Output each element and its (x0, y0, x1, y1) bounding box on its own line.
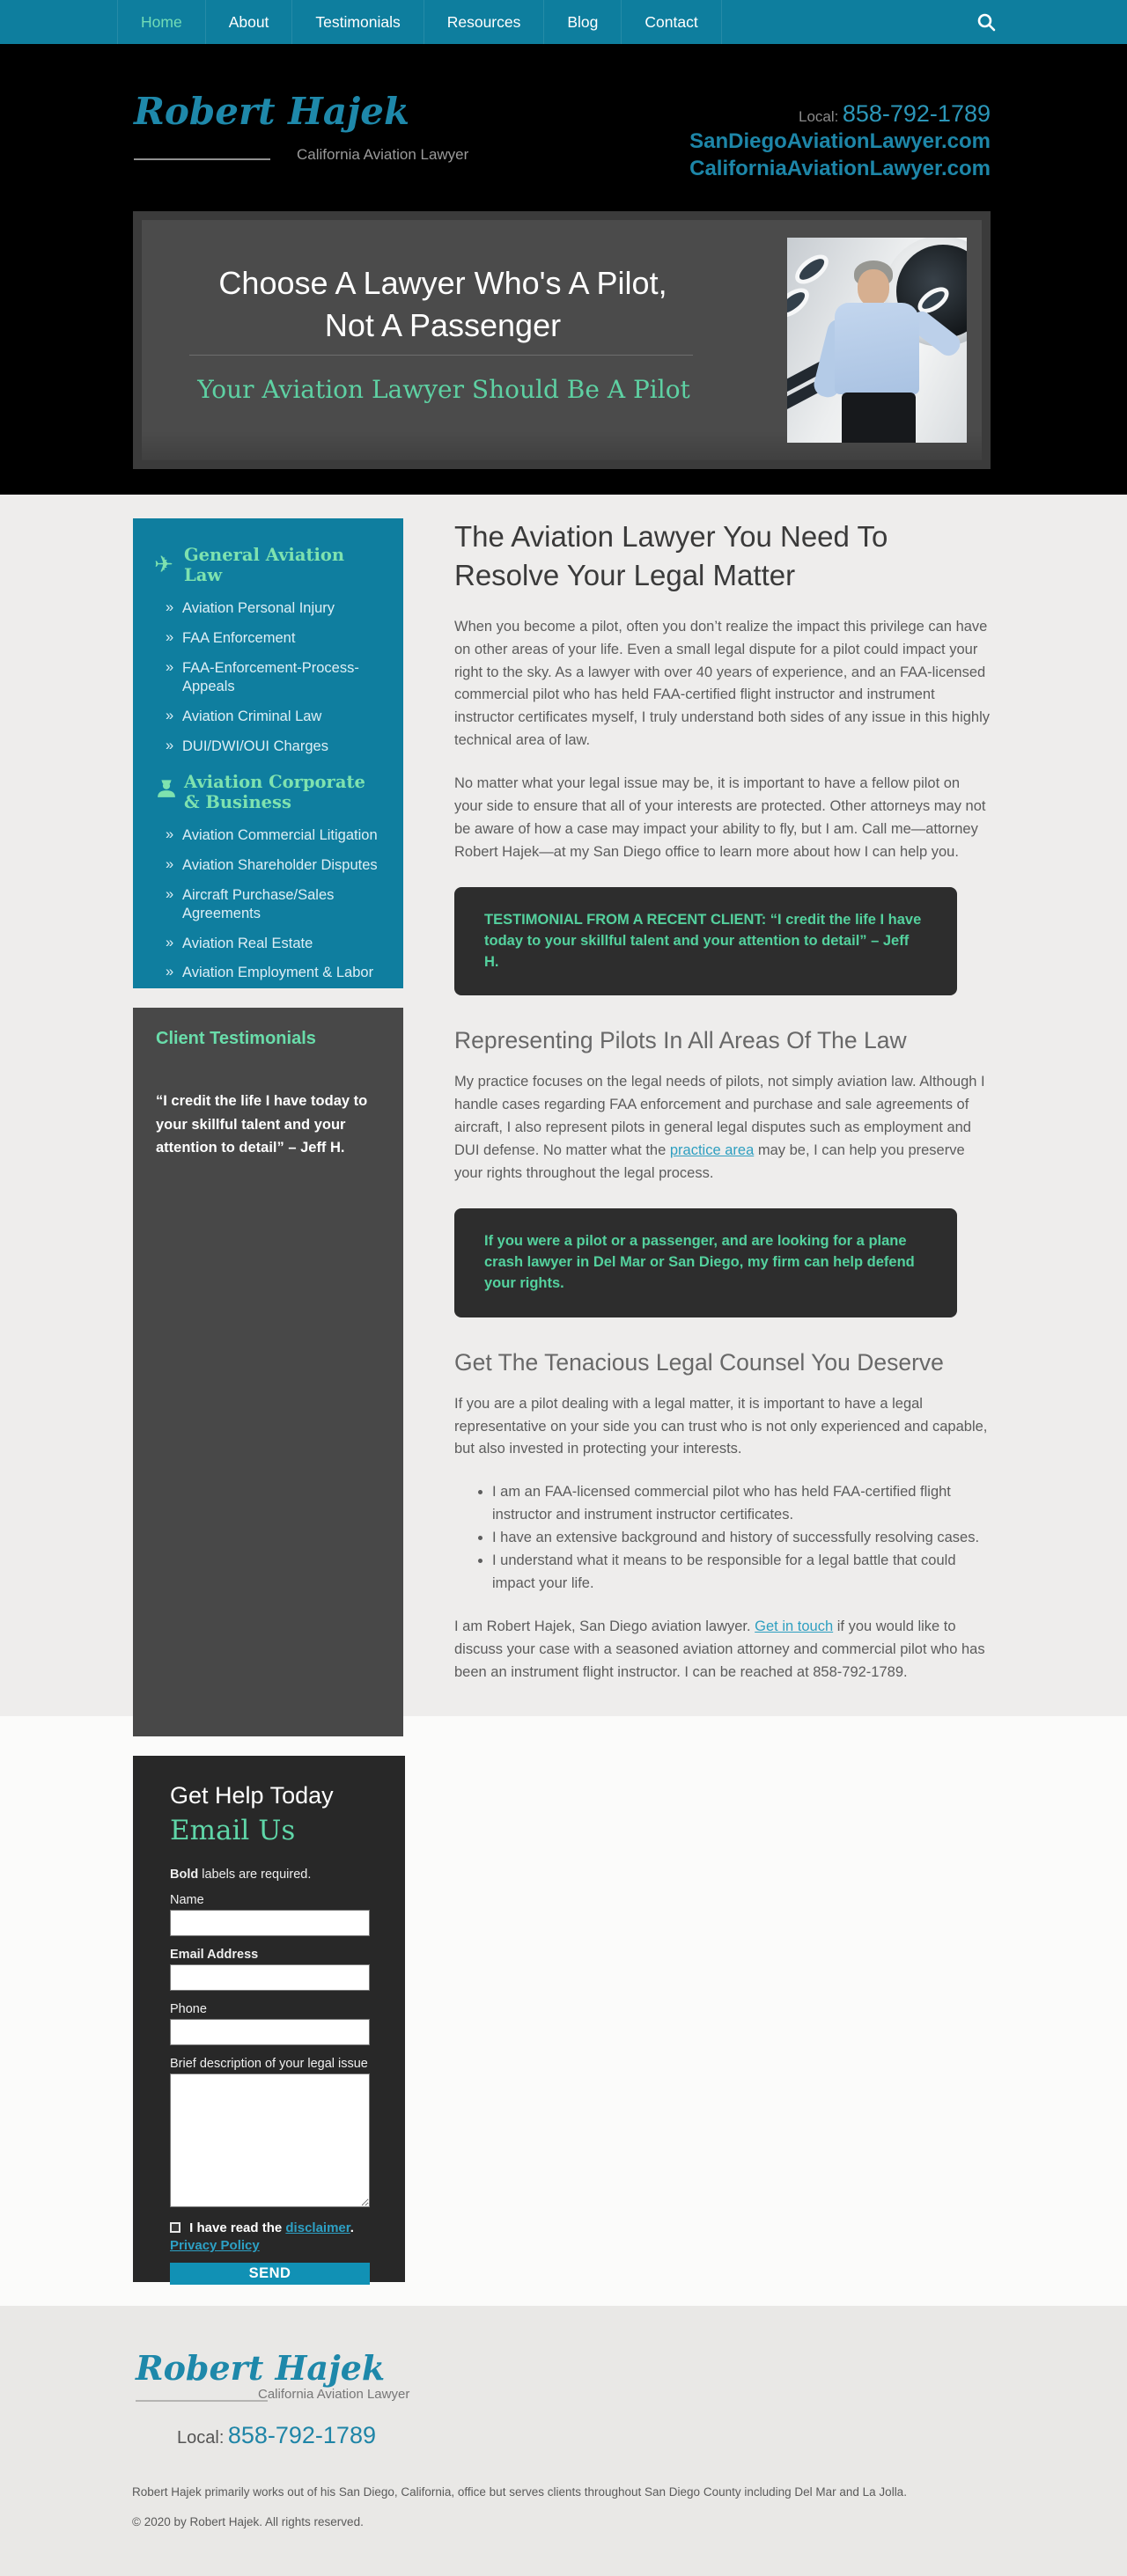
chevron-right-icon: » (166, 737, 174, 753)
description-field[interactable] (170, 2073, 370, 2207)
local-phone-line (689, 100, 991, 128)
disclaimer-text: I have read the (189, 2220, 286, 2235)
credentials-list (454, 1481, 991, 1595)
nav-item-resources[interactable]: Resources (424, 0, 544, 44)
sidebar-item-personal-injury[interactable] (154, 599, 382, 618)
paragraph-text: if you would like to discuss your case with a seasoned aviation attorney and commercial pilot who has been an instrument flight instructor. I can be reached at 858-792-1789. (454, 1618, 985, 1680)
chevron-right-icon: » (166, 628, 174, 645)
counsel-paragraph: If you are a pilot dealing with a legal matter, it is important to have a legal representative on your side you can trust who is not only experienced and capable, but also invested in protecting your interests. (454, 1395, 988, 1457)
hero-inner (142, 220, 982, 460)
required-note-bold: Bold (170, 1868, 199, 1882)
footer-local-label: Local: (177, 2428, 225, 2448)
chevron-right-icon: » (166, 964, 174, 980)
send-button[interactable]: SEND (170, 2263, 370, 2285)
footer-service-area: Robert Hajek primarily works out of his San Diego, California, office but serves clients throughout San Diego County including Del Mar and La Jolla. (132, 2485, 907, 2499)
footer-logo-underline (136, 2400, 268, 2402)
footer-copyright: © 2020 by Robert Hajek. All rights reserved. (132, 2515, 364, 2528)
search-icon[interactable] (976, 11, 997, 33)
hero-subheadline: Your Aviation Lawyer Should Be A Pilot (197, 375, 690, 404)
representing-paragraph (454, 1071, 991, 1185)
hero-headline-line1: Choose A Lawyer Who's A Pilot, (218, 265, 667, 301)
sidebar-item-dui-charges[interactable] (154, 738, 382, 756)
photo-shape (835, 303, 919, 394)
required-note (170, 1868, 370, 1882)
credential-item: • I have an extensive background and history of successfully resolving cases. (492, 1527, 991, 1550)
phone-field[interactable] (170, 2019, 370, 2045)
section-title: General Aviation Law (184, 545, 345, 585)
page-title: The Aviation Lawyer You Need To Resolve Your Legal Matter (454, 520, 888, 591)
corporate-business-list (154, 826, 382, 983)
chevron-right-icon: » (166, 599, 174, 615)
main-content (454, 517, 991, 1704)
domain-sandiego: SanDiegoAviationLawyer.com (689, 129, 991, 153)
pilot-icon (154, 776, 184, 808)
name-field[interactable] (170, 1910, 370, 1936)
local-label: Local: (799, 108, 839, 125)
required-note-rest: labels are required. (198, 1868, 312, 1882)
hero-headline (184, 262, 702, 347)
footer-phone-row (177, 2422, 376, 2449)
sidebar-item-label: Aviation Criminal Law (182, 708, 322, 724)
nav-item-home[interactable]: Home (117, 0, 205, 44)
general-aviation-list (154, 599, 382, 756)
photo-shape (842, 393, 916, 443)
chevron-right-icon: » (166, 658, 174, 675)
footer-phone-number: 858-792-1789 (227, 2422, 376, 2448)
disclaimer-checkbox[interactable] (170, 2222, 180, 2233)
disclaimer-period: . (350, 2220, 354, 2235)
chevron-right-icon: » (166, 855, 174, 872)
get-in-touch-link[interactable]: Get in touch (755, 1618, 834, 1634)
intro-paragraph-1: When you become a pilot, often you don’t realize the impact this privilege can have on other areas of your life. Even a small legal dispute for a pilot could impact your right to the sky. As a lawyer with over 40 years of experience, and an FAA-licensed commercial pilot who has held FAA-certified flight instructor and instrument instructor certificates myself, I truly understand both sides of any issue in this highly technical area of law. (454, 618, 991, 749)
paragraph-text: may be, I can help you preserve your rights throughout the legal process. (454, 1142, 965, 1181)
nav-item-testimonials[interactable]: Testimonials (291, 0, 423, 44)
top-navbar (0, 0, 1127, 44)
hero-headline-line2: Not A Passenger (324, 307, 562, 343)
sidebar-item-criminal-law[interactable] (154, 708, 382, 726)
practice-area-link[interactable]: practice area (669, 1142, 755, 1159)
section-general-aviation (154, 545, 382, 585)
domain-california: CaliforniaAviationLawyer.com (689, 157, 991, 180)
section-title: Aviation Corporate & Business (184, 771, 365, 812)
hero-divider (189, 355, 693, 356)
photo-shape (787, 283, 814, 323)
form-title: Get Help Today (170, 1782, 334, 1809)
section-heading-representing: Representing Pilots In All Areas Of The Law (454, 1027, 907, 1054)
sidebar-item-label: FAA Enforcement (182, 629, 296, 646)
privacy-policy-link[interactable]: Privacy Policy (170, 2238, 260, 2254)
header-contact-block (689, 100, 991, 182)
sidebar-item-label: Aircraft Purchase/Sales Agreements (182, 886, 335, 921)
sidebar-item-purchase-sales[interactable] (154, 886, 382, 923)
photo-shape (858, 269, 889, 306)
attorney-photo (787, 238, 967, 443)
nav-item-contact[interactable]: Contact (621, 0, 721, 44)
chevron-right-icon: » (166, 885, 174, 902)
email-label: Email Address (170, 1948, 259, 1962)
email-field[interactable] (170, 1964, 370, 1991)
sidebar-item-label: Aviation Employment & Labor (182, 965, 374, 981)
sidebar-item-employment-labor[interactable] (154, 964, 382, 982)
site-logo[interactable]: Robert Hajek (134, 90, 410, 133)
sidebar-item-label: Aviation Commercial Litigation (182, 826, 378, 843)
footer-logo-tagline: California Aviation Lawyer (258, 2387, 410, 2402)
sidebar-item-label: Aviation Shareholder Disputes (182, 856, 378, 873)
section-heading-counsel: Get The Tenacious Legal Counsel You Deserve (454, 1348, 944, 1376)
closing-paragraph (454, 1616, 991, 1684)
paragraph-text: My practice focuses on the legal needs of pilots, not simply aviation law. Although I handle cases regarding FAA enforcement and purchase and sale agreements of aircraft, I also represent pilots in general legal disputes such as employment and DUI defense. No matter what the (454, 1074, 985, 1159)
name-label: Name (170, 1893, 204, 1907)
nav-item-blog[interactable]: Blog (543, 0, 621, 44)
sidebar-item-real-estate[interactable] (154, 935, 382, 953)
chevron-right-icon: » (166, 826, 174, 842)
description-label: Brief description of your legal issue (170, 2057, 368, 2071)
testimonial-callout: TESTIMONIAL FROM A RECENT CLIENT: “I credit the life I have today to your skillful talent and your attention to detail” – Jeff H. (454, 887, 957, 996)
contact-form (133, 1756, 405, 2282)
logo-underline (134, 158, 270, 160)
phone-number: 858-792-1789 (842, 100, 991, 127)
sidebar-item-label: DUI/DWI/OUI Charges (182, 738, 328, 754)
sidebar-item-faa-enforcement[interactable] (154, 629, 382, 648)
nav-item-about[interactable]: About (205, 0, 292, 44)
practice-areas-menu (133, 518, 403, 988)
paragraph-text: I am Robert Hajek, San Diego aviation lawyer. (454, 1618, 755, 1634)
footer-logo: Robert Hajek (136, 2348, 386, 2388)
footer-background (0, 2306, 1127, 2576)
chevron-right-icon: » (166, 707, 174, 723)
credential-item: • I am an FAA-licensed commercial pilot who has held FAA-certified flight instructor and instrument instructor certificates. (492, 1481, 991, 1527)
sidebar-item-shareholder-disputes[interactable] (154, 856, 382, 875)
sidebar-item-label: FAA-Enforcement-Process-Appeals (182, 659, 359, 694)
disclaimer-link[interactable]: disclaimer (285, 2220, 350, 2235)
credential-item: • I understand what it means to be responsible for a legal battle that could impact your life. (492, 1550, 991, 1596)
intro-paragraph-2: No matter what your legal issue may be, it is important to have a fellow pilot on your side to ensure that all of your interests are protected. Other attorneys may not be aware of how a case may impact your ability to fly, but I am. Call me—attorney Robert Hajek—at my San Diego office to learn more about how I can help you. (454, 775, 986, 860)
client-testimonials-panel (133, 1008, 403, 1736)
sidebar-item-faa-appeals[interactable] (154, 659, 382, 696)
testimonials-title: Client Testimonials (156, 1029, 316, 1048)
phone-label: Phone (170, 2002, 207, 2016)
sidebar-item-commercial-litigation[interactable] (154, 826, 382, 845)
testimonial-quote: “I credit the life I have today to your skillful talent and your attention to detail” – Jeff H. (156, 1093, 368, 1156)
hero-banner (133, 211, 991, 469)
disclaimer-row (170, 2220, 370, 2256)
photo-shape (790, 249, 833, 290)
logo-tagline: California Aviation Lawyer (297, 146, 469, 163)
plane-crash-callout: If you were a pilot or a passenger, and are looking for a plane crash lawyer in Del Mar or San Diego, my firm can help defend your rights. (454, 1208, 957, 1317)
sidebar-item-label: Aviation Personal Injury (182, 600, 335, 616)
sidebar-item-label: Aviation Real Estate (182, 935, 313, 951)
form-subtitle: Email Us (170, 1815, 296, 1846)
section-corporate-business (154, 772, 382, 812)
chevron-right-icon: » (166, 934, 174, 950)
plane-icon: ✈ (154, 551, 173, 578)
